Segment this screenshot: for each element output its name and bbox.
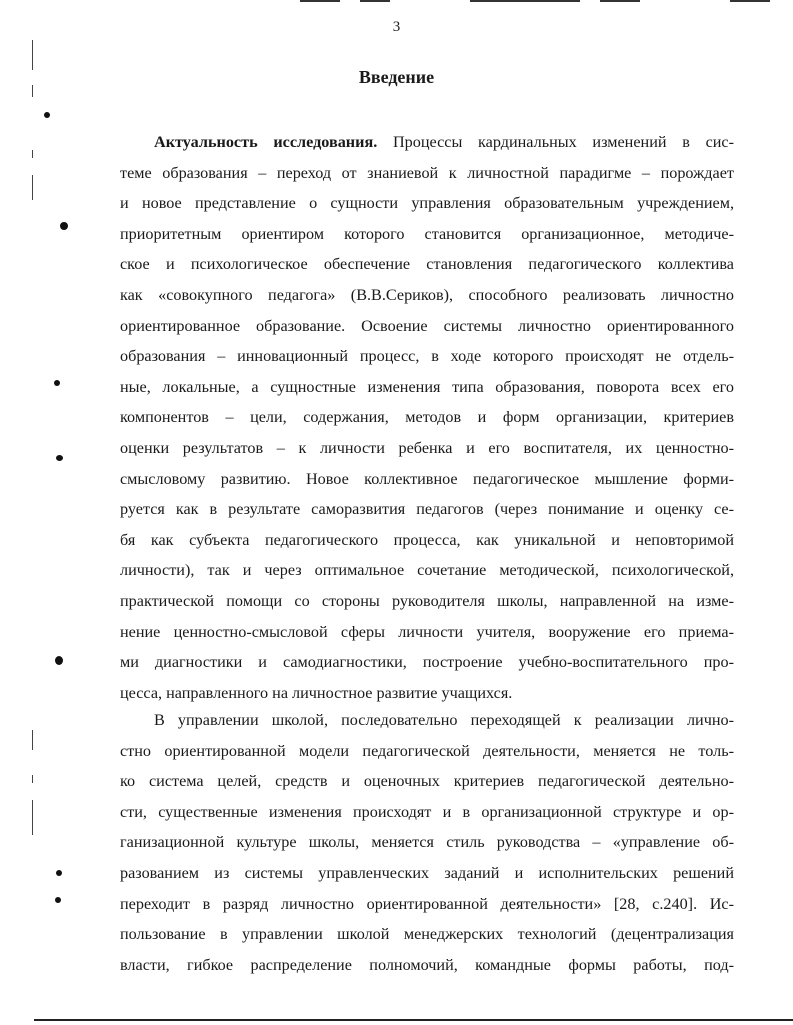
paragraph-line: власти, гибкое распределение полномочий, командные формы работы, под- [120, 955, 734, 974]
paragraph-line: сти, существенные изменения происходят и в организационной структуре и ор- [120, 802, 734, 821]
paragraph-line: ориентированное образование. Освоение системы личностно ориентированного [120, 316, 734, 335]
paragraph-line: приоритетным ориентиром которого становится организационное, методиче- [120, 224, 734, 243]
paragraph-line: практической помощи со стороны руководителя школы, направленной на изме- [120, 591, 734, 610]
page-title: Введение [358, 67, 435, 87]
paragraph-line-text: Процессы кардинальных изменений в сис- [377, 133, 734, 151]
hole-punch-dot [56, 870, 62, 876]
paragraph-line: бя как субъекта педагогического процесса, как уникальной и неповторимой [120, 530, 734, 549]
paragraph-line: разованием из системы управленческих заданий и исполнительских решений [120, 863, 734, 882]
paragraph-line: ко система целей, средств и оценочных критериев педагогической деятельно- [120, 772, 734, 791]
hole-punch-dot [54, 380, 60, 386]
paragraph-line: переходит в разряд личностно ориентированной деятельности» [28, с.240]. Ис- [120, 894, 734, 913]
paragraph-line: пользование в управлении школой менеджерских технологий (децентрализация [120, 925, 734, 944]
paragraph-line: стно ориентированной модели педагогической деятельности, меняется не толь- [120, 741, 734, 760]
paragraph-lead: Актуальность исследования. [154, 133, 378, 151]
scan-artifact-top [600, 0, 640, 2]
paragraph-line: оценки результатов – к личности ребенка и его воспитателя, их ценностно- [120, 438, 734, 457]
hole-punch-dot [56, 455, 63, 461]
paragraph-line: ское и психологическое обеспечение становления педагогического коллектива [120, 255, 734, 274]
page-bottom-rule [34, 1019, 793, 1021]
margin-tick [32, 775, 33, 783]
paragraph-line: ные, локальные, а сущностные изменения типа образования, поворота всех его [120, 377, 734, 396]
scan-artifact-top [300, 0, 340, 2]
page-number: 3 [392, 19, 401, 35]
paragraph-line: компонентов – цели, содержания, методов и форм организации, критериев [120, 408, 734, 427]
hole-punch-dot [60, 222, 68, 230]
margin-tick [32, 730, 33, 750]
hole-punch-dot [44, 112, 50, 118]
paragraph-school-management [120, 705, 734, 980]
paragraph-line: В управлении школой, последовательно переходящей к реализации лично- [154, 711, 734, 729]
paragraph-line: и новое представление о сущности управления образовательным учреждением, [120, 194, 734, 213]
paragraph-line: теме образования – переход от знаниевой к личностной парадигме – порождает [120, 163, 734, 182]
paragraph-line: образования – инновационный процесс, в ходе которого происходят не отдель- [120, 347, 734, 366]
paragraph-line: как «совокупного педагога» (В.В.Сериков), способного реализовать личностно [120, 285, 734, 304]
scan-artifact-top [360, 0, 390, 2]
paragraph-line: смысловому развитию. Новое коллективное педагогическое мышление форми- [120, 469, 734, 488]
paragraph-line: руется как в результате саморазвития педагогов (через понимание и оценку се- [120, 500, 734, 519]
paragraph-line: цесса, направленного на личностное развитие учащихся. [120, 683, 513, 702]
paragraph-line: ми диагностики и самодиагностики, построение учебно-воспитательного про- [120, 653, 734, 672]
margin-tick [32, 150, 33, 158]
hole-punch-dot [55, 656, 63, 665]
paragraph-line: ганизационной культуре школы, меняется стиль руководства – «управление об- [120, 833, 734, 852]
paragraph-line: нение ценностно-смысловой сферы личности учителя, вооружение его приема- [120, 622, 734, 641]
margin-tick [32, 175, 33, 200]
scan-artifact-top [730, 0, 770, 2]
paragraph-relevance [120, 127, 734, 708]
margin-tick [32, 800, 33, 835]
paragraph-line: личности), так и через оптимальное сочетание методической, психологической, [120, 561, 734, 580]
paragraph-line [120, 127, 734, 158]
hole-punch-dot [55, 897, 61, 903]
scan-artifact-top [470, 0, 580, 2]
margin-tick [32, 40, 33, 70]
